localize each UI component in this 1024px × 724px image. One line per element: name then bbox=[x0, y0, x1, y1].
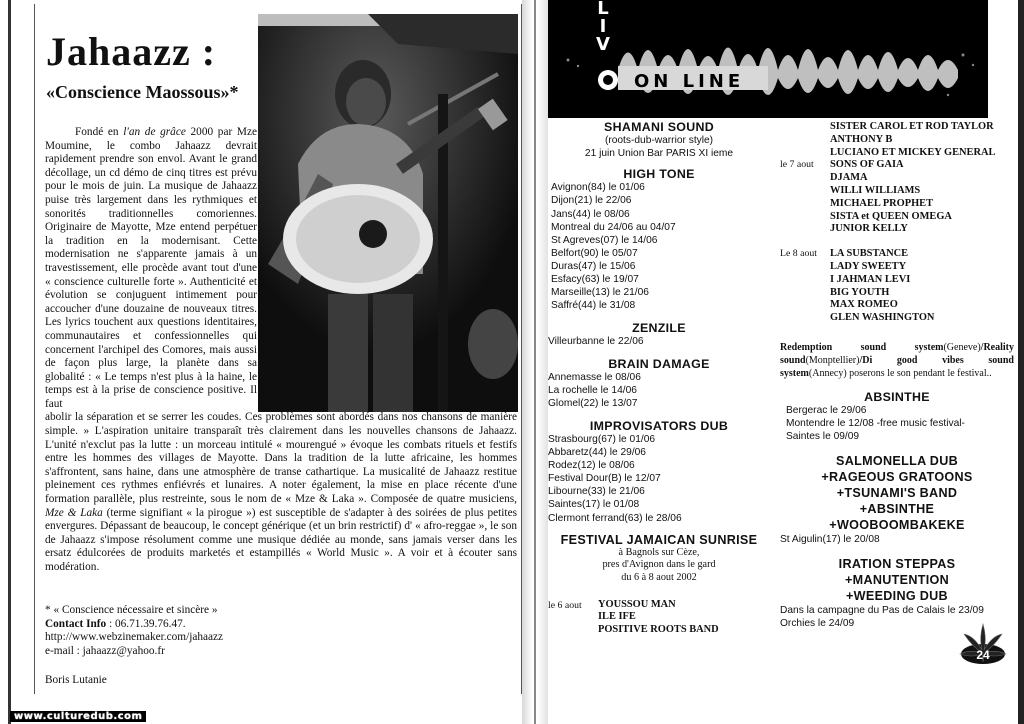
gig-date: Marseille(13) le 21/06 bbox=[551, 287, 649, 299]
paragraph-1-italic: l'an de grâce bbox=[123, 126, 186, 138]
article-body bbox=[45, 126, 517, 575]
gig-date: Montendre le 12/08 -free music festival- bbox=[786, 418, 965, 430]
gig-date: Libourne(33) le 21/06 bbox=[548, 486, 645, 498]
gig-date: Dans la campagne du Pas de Calais le 23/09 bbox=[780, 605, 984, 617]
festival-line: du 6 à 8 aout 2002 bbox=[621, 571, 697, 583]
article-title: Jahaazz : bbox=[46, 29, 217, 74]
sound-system-name: /Di good vibes sound system bbox=[780, 354, 1014, 379]
iration-lineup bbox=[780, 556, 1014, 604]
band-name: +TSUNAMI'S BAND bbox=[836, 486, 958, 501]
sound-system-city: (Annecy) poserons le son pendant le festival.. bbox=[808, 367, 992, 379]
paragraph-1-part-1: Fondé en bbox=[75, 126, 124, 138]
lineup-8-aout bbox=[780, 248, 1014, 325]
live-letter-l: L bbox=[597, 0, 609, 19]
band-shamani-sound: SHAMANI SOUND bbox=[604, 120, 714, 134]
shamani-style: (roots-dub-warrior style) bbox=[604, 135, 714, 147]
banner-wave-graphic bbox=[548, 0, 988, 118]
lineup-date: Le 8 aout bbox=[780, 248, 817, 260]
gig-column-1 bbox=[548, 121, 770, 637]
author-signature: Boris Lutanie bbox=[45, 674, 107, 686]
gig-date: La rochelle le 14/06 bbox=[548, 384, 637, 396]
brain-damage-dates bbox=[548, 371, 770, 410]
gig-date: Annemasse le 08/06 bbox=[548, 371, 641, 383]
sound-system-name: /Reality sound bbox=[780, 341, 1014, 366]
gig-date: Strasbourg(67) le 01/06 bbox=[548, 433, 656, 445]
gig-date: Saffré(44) le 31/08 bbox=[551, 300, 636, 312]
article-subtitle: «Conscience Maossous»* bbox=[46, 82, 239, 102]
gig-date: Glomel(22) le 13/07 bbox=[548, 397, 638, 409]
lineup-artists bbox=[598, 599, 719, 637]
paragraph-2-part-1: abolir la séparation et se serrer les coudes. Ces problèmes sont abordés dans nos chansons de manière simple. » L'aspiration unitaire transparaît très clairement dans les nouvelles chansons de Jahaazz. L'unité n'exclut pas la lutte : un morceau intitulé « mourengué » évoque les combats rituels et festifs entre les hommes des villages de Mayotte. Dans la tradition de la lutte africaine, les hommes s'affrontent, sans haine, dans une atmosphère de transe cathartique. La musicalité de Jahaazz restitue pleinement ces rythmes enfiévrés et lunaires. A noter également, la mise en place récente d'une formation parallèle, plus restreinte, sous le nom de « Mze & Laka ». Composée de quatre musiciens, bbox=[45, 411, 517, 506]
artist-name: SISTER CAROL ET ROD TAYLOR bbox=[830, 121, 994, 132]
gutter-line bbox=[534, 0, 536, 724]
band-high-tone: HIGH TONE bbox=[623, 167, 695, 182]
band-name: +MANUTENTION bbox=[845, 573, 949, 588]
salmonella-lineup bbox=[780, 453, 1014, 533]
band-name: +WEEDING DUB bbox=[846, 589, 948, 604]
zenzile-date: Villeurbanne le 22/06 bbox=[548, 336, 644, 348]
contact-info bbox=[45, 617, 186, 631]
gig-date: Duras(47) le 15/06 bbox=[551, 260, 636, 272]
gig-date: Saintes(17) le 01/08 bbox=[548, 499, 640, 511]
lineup-7-aout bbox=[780, 159, 1014, 236]
band-zenzile: ZENZILE bbox=[632, 321, 686, 336]
artist-name: YOUSSOU MAN bbox=[598, 598, 676, 610]
lineup-6-aout bbox=[548, 599, 770, 637]
page-number-badge bbox=[958, 622, 1008, 668]
band-improvisators-dub: IMPROVISATORS DUB bbox=[589, 418, 729, 433]
artist-name: DJAMA bbox=[830, 172, 868, 184]
gig-date: Esfacy(63) le 19/07 bbox=[551, 274, 639, 286]
sound-system-city: (Geneve) bbox=[943, 341, 981, 353]
artist-name: MAX ROMEO bbox=[830, 299, 898, 311]
gig-date: Saintes le 09/09 bbox=[786, 431, 860, 443]
artist-name: WILLI WILLIAMS bbox=[830, 184, 921, 196]
gig-date: Clermont ferrand(63) le 28/06 bbox=[548, 512, 682, 524]
band-absinthe: ABSINTHE bbox=[864, 389, 930, 404]
artist-name: SISTA et QUEEN OMEGA bbox=[830, 210, 952, 222]
gig-column-2 bbox=[780, 121, 1014, 631]
contact-phone: : 06.71.39.76.47. bbox=[106, 618, 186, 630]
lineup-artists bbox=[830, 159, 952, 236]
article-footnote: * « Conscience nécessaire et sincère » bbox=[45, 604, 218, 616]
artist-name: ILE IFE bbox=[598, 611, 636, 623]
improvisators-dates bbox=[548, 433, 770, 525]
page-edge-left bbox=[8, 0, 11, 724]
paragraph-1-part-2: 2000 par Mze Moumine, le combo Jahaazz devrait rapidement prendre son envol. Avant le grand décollage, un cd démo de cinq titres est prévu pour le mois de juin. La musique de Jahaazz puise très largement dans les rythmiques et sonorités traditionnelles comoriennes. Originaire de Mayotte, Mze entend perpétuer la tradition en la modernisant. Cette modernisation ne s'apparente jamais à un travestissement, elle procède avant tout d'une « conscience culturelle forte ». Authenticité et évolution se conjuguent intimement pour accoucher d'une douzaine de nouveaux titres. Les lyrics touchent aux questions identitaires, communautaires et confessionnelles qui concernent l'archipel des Comores, mais aussi de façon plus large, la planète dans sa globalité : « Le temps n'est plus à la haine, le temps est à la prise de conscience positive. Il faut bbox=[45, 126, 257, 410]
gig-date: Dijon(21) le 22/06 bbox=[551, 195, 632, 207]
cannabis-leaf-icon bbox=[958, 622, 1008, 668]
artist-name: LUCIANO ET MICKEY GENERAL bbox=[830, 146, 996, 158]
festival-line: à Bagnols sur Cèze, bbox=[618, 546, 700, 558]
lineup-date: le 7 aout bbox=[780, 159, 814, 171]
banner-live-letters bbox=[596, 0, 610, 54]
festival-details bbox=[548, 547, 770, 585]
lineup-headliners bbox=[780, 121, 1014, 159]
artist-name: POSITIVE ROOTS BAND bbox=[598, 624, 719, 636]
gig-date: Bergerac le 29/06 bbox=[786, 404, 867, 416]
gig-date: Abbaretz(44) le 29/06 bbox=[548, 447, 646, 459]
artist-name: SONS OF GAIA bbox=[830, 159, 904, 171]
page-edge-right bbox=[1018, 0, 1024, 724]
paragraph-2-italic: Mze & Laka bbox=[45, 506, 103, 519]
gig-date: Festival Dour(B) le 12/07 bbox=[548, 473, 661, 485]
gig-date: Avignon(84) le 01/06 bbox=[551, 182, 645, 194]
sound-system-city: (Monptellier) bbox=[805, 354, 860, 366]
artist-name: LA SUBSTANCE bbox=[830, 248, 909, 260]
absinthe-dates bbox=[780, 404, 1014, 443]
artist-name: JUNIOR KELLY bbox=[830, 223, 908, 235]
gig-date: St Agreves(07) le 14/06 bbox=[551, 234, 658, 246]
paragraph-2-part-2: (terme signifiant « la pirogue ») est susceptible de s'adapter à des soirées de plus petites envergures. Dépassant de beaucoup, le concept générique (et un brin restrictif) d' « afro-reggae », le son de Jahaazz s'impose résolument comme une musique dédiée au monde, sans jamais verser dans les ersatz édulcorées de produits marketés et estampillés « World Music ». A voir et à écouter sans modération. bbox=[45, 506, 517, 573]
high-tone-dates bbox=[548, 181, 770, 312]
gig-date: Montreal du 24/06 au 04/07 bbox=[551, 221, 676, 233]
live-letter-i: I bbox=[599, 16, 607, 37]
band-brain-damage: BRAIN DAMAGE bbox=[608, 356, 710, 371]
shamani-date: 21 juin Union Bar PARIS XI ieme bbox=[584, 148, 734, 160]
site-watermark: www.culturedub.com bbox=[10, 711, 146, 722]
page-number: 24 bbox=[976, 648, 990, 662]
band-name: +WOOBOOMBAKEKE bbox=[829, 518, 965, 533]
gig-date: Rodez(12) le 08/06 bbox=[548, 460, 635, 472]
article-paragraph-2 bbox=[45, 411, 517, 574]
artist-name: MICHAEL PROPHET bbox=[830, 197, 934, 209]
sound-system-name: Redemption sound system bbox=[780, 341, 944, 353]
band-name: +ABSINTHE bbox=[859, 502, 935, 517]
artist-name: I JAHMAN LEVI bbox=[830, 273, 911, 285]
article-paragraph-1 bbox=[45, 126, 257, 411]
festival-title: FESTIVAL JAMAICAN SUNRISE bbox=[560, 532, 758, 547]
artist-name: BIG YOUTH bbox=[830, 286, 890, 298]
band-name: SALMONELLA DUB bbox=[836, 454, 958, 469]
contact-url: http://www.webzinemaker.com/jahaazz bbox=[45, 631, 224, 643]
artist-name: ANTHONY B bbox=[830, 133, 893, 145]
band-name: +RAGEOUS GRATOONS bbox=[821, 470, 973, 485]
banner-online-text: ON LINE bbox=[634, 71, 745, 92]
gig-date: Orchies le 24/09 bbox=[780, 618, 855, 630]
lineup-artists bbox=[830, 248, 934, 325]
lineup-date: le 6 aout bbox=[548, 599, 582, 611]
contact-label: Contact Info bbox=[45, 618, 107, 630]
gig-date: Belfort(90) le 05/07 bbox=[551, 247, 638, 259]
artist-name: LADY SWEETY bbox=[830, 260, 907, 272]
gig-date: Jans(44) le 08/06 bbox=[551, 208, 630, 220]
band-name: IRATION STEPPAS bbox=[838, 557, 956, 572]
festival-line: pres d'Avignon dans le gard bbox=[602, 559, 716, 571]
contact-email: e-mail : jahaazz@yahoo.fr bbox=[45, 645, 165, 657]
salmonella-date: St Aigulin(17) le 20/08 bbox=[780, 534, 880, 546]
live-online-banner bbox=[548, 0, 988, 118]
artist-name: GLEN WASHINGTON bbox=[830, 312, 935, 324]
live-letter-v: V bbox=[596, 34, 610, 55]
sound-systems-note bbox=[780, 341, 1014, 380]
